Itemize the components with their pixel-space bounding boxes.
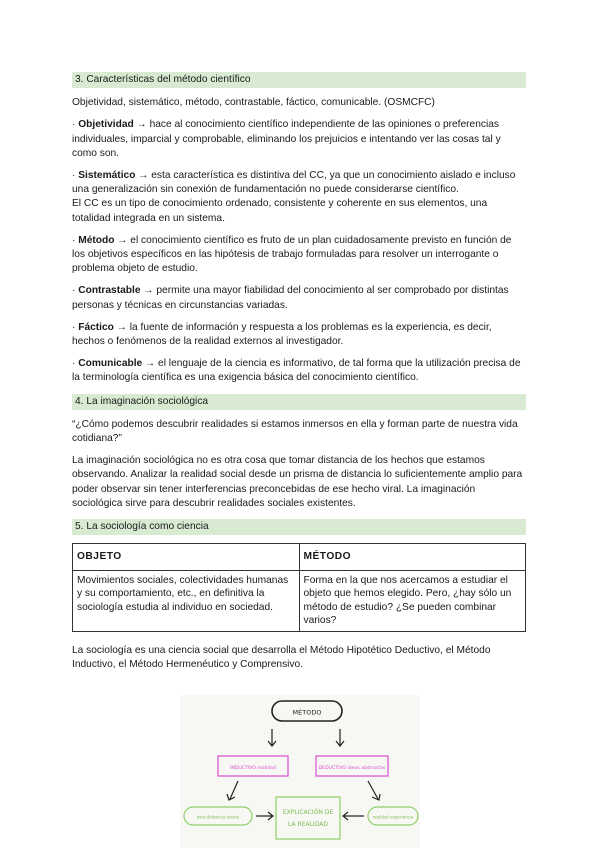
- realidad-experiencia-label: realidad experiencia: [372, 814, 414, 820]
- term: Sistemático: [78, 170, 136, 182]
- section3-intro: Objetividad, sistemático, método, contrastable, fáctico, comunicable. (OSMCFC): [72, 97, 435, 109]
- item-comunicable: · Comunicable → el lenguaje de la ciencia es informativo, de tal forma que la utilización precisa de la terminología científica es una exigencia básica del conocimiento científico.: [72, 358, 521, 384]
- objeto-metodo-table: [72, 543, 526, 632]
- section4-body: La imaginación sociológica no es otra cosa que tomar distancia de los hechos que estamos observando. Analizar la realidad social desde un prisma de distancia lo suficientemente amplio para poder observar sin tener interferencias preconcebidas de ese hecho viral. La imaginación sociológica sirve para descubrir realidades sociales existentes.: [72, 455, 523, 509]
- item-contrastable: · Contrastable → permite una mayor fiabilidad del conocimiento al ser comprobado por distintas personas y técnicas en circunstancias variadas.: [72, 285, 509, 311]
- otra-distancia-label: otra distancia teoría: [196, 814, 240, 820]
- method-diagram: [180, 695, 420, 848]
- section-heading-4: 4. La imaginación sociológica: [72, 394, 526, 410]
- term: Contrastable: [78, 285, 141, 297]
- term: Comunicable: [78, 358, 143, 370]
- table-header-objeto: OBJETO: [73, 544, 300, 571]
- table-header-metodo: MÉTODO: [299, 544, 526, 571]
- section5-closing: La sociología es una ciencia social que desarrolla el Método Hipotético Deductivo, el Método Inductivo, el Método Hermenéutico y Comprensivo.: [72, 644, 491, 670]
- inductivo-label: INDUCTIVO realidad: [230, 766, 276, 771]
- item-metodo: · Método → el conocimiento científico es fruto de un plan cuidadosamente previsto en función de los objetivos específicos en las hipótesis de trabajo formuladas para resolver un interrogante o problema objeto de estudio.: [72, 234, 512, 275]
- explicacion-label-2: LA REALIDAD: [288, 821, 328, 828]
- term: Objetividad: [78, 119, 134, 131]
- table-cell-objeto: Movimientos sociales, colectividades humanas y su comportamiento, etc., en definitiva la sociología estudia al individuo en sociedad.: [73, 570, 300, 631]
- section-heading-5: 5. La sociología como ciencia: [72, 519, 526, 535]
- explicacion-label-1: EXPLICACIÓN DE: [282, 809, 334, 816]
- table-cell-metodo: Forma en la que nos acercamos a estudiar el objeto que hemos elegido. Pero, ¿hay sólo un método de estudio? ¿Se pueden combinar varios?: [299, 570, 526, 631]
- metodo-label: MÉTODO: [292, 708, 322, 717]
- item-factico: · Fáctico → la fuente de información y respuesta a los problemas es la experiencia, es decir, hechos o fenómenos de la realidad externos al investigador.: [72, 321, 492, 348]
- term: Fáctico: [78, 321, 114, 333]
- table-row: [73, 570, 526, 631]
- item-objetividad: · Objetividad → hace al conocimiento científico independiente de las opiniones o preferencias individuales, imparcial y comprobable, eliminando los prejuicios e intentando ver las cosas tal y como son.: [72, 119, 501, 159]
- document-page: [72, 72, 526, 680]
- item-sistematico: · Sistemático → esta característica es distintiva del CC, ya que un conocimiento aislado e incluso una generalización sin conexión de fundamentación no puede considerarse científico. El CC es un tipo de conocimiento ordenado, consistente y coherente en sus elementos, una totalidad integrada en un sistema.: [72, 170, 516, 224]
- section4-quote: “¿Cómo podemos descubrir realidades si estamos inmersos en ella y forman parte de nuestra vida cotidiana?”: [72, 418, 518, 445]
- method-diagram-svg: [180, 695, 420, 848]
- section-heading-3: 3. Características del método científico: [72, 72, 526, 88]
- deductivo-label: DEDUCTIVO ideas abstractas: [318, 766, 386, 771]
- term: Método: [78, 234, 115, 246]
